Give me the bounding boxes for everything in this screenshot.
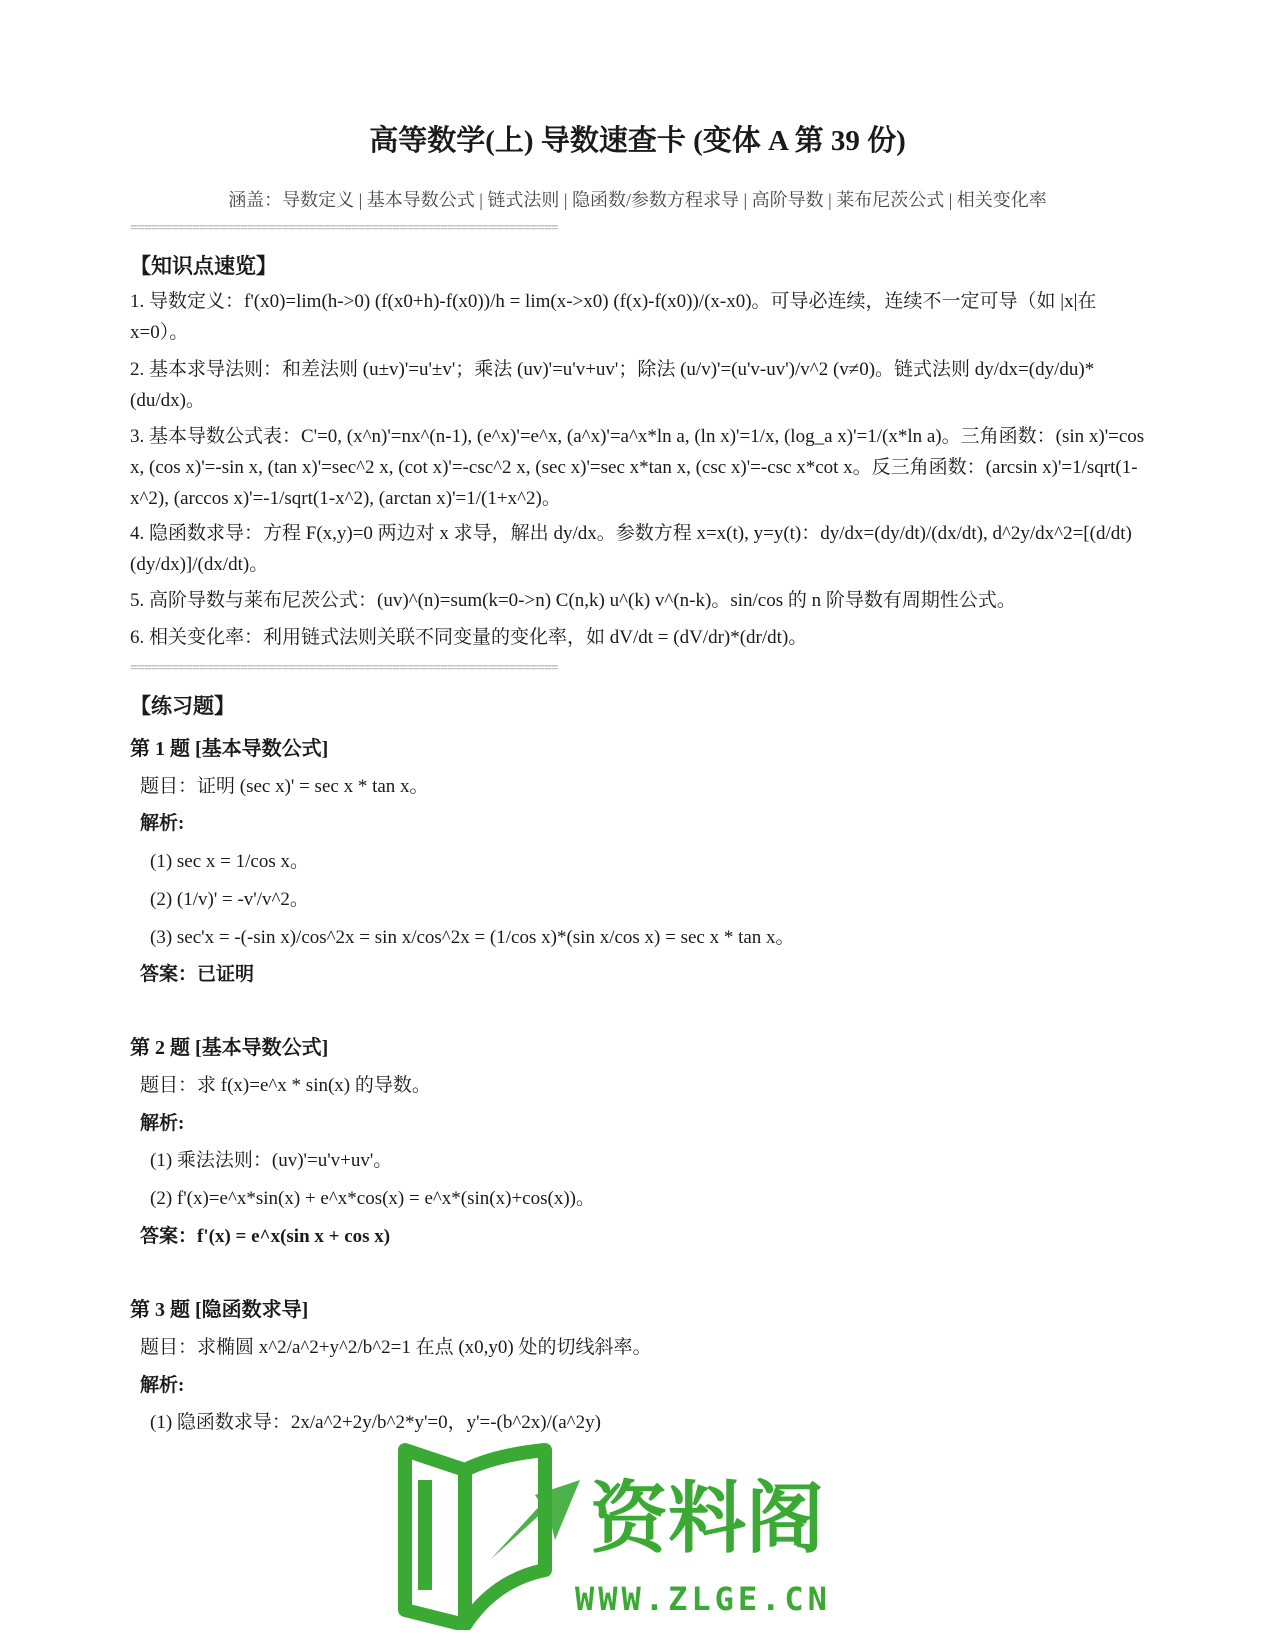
answer-label: 答案：: [140, 964, 198, 985]
question-3-problem: 题目：求椭圆 x^2/a^2+y^2/b^2=1 在点 (x0,y0) 处的切线斜率。: [140, 1337, 652, 1358]
book-icon: [405, 1450, 545, 1625]
question-2-answer: [140, 1221, 390, 1248]
question-1-answer: [140, 959, 254, 986]
document-title: 高等数学(上) 导数速查卡 (变体 A 第 39 份): [369, 125, 906, 157]
divider-rule: ==============================================================: [130, 661, 558, 676]
watermark-url: WWW.ZLGE.CN: [575, 1580, 831, 1618]
practice-heading: 【练习题】: [130, 694, 235, 718]
knowledge-item: 4. 隐函数求导：方程 F(x,y)=0 两边对 x 求导，解出 dy/dx。参数方程 x=x(t), y=y(t)：dy/dx=(dy/dt)/(dx/dt), d^2y/dx^2=[(d/dt)(dy/dx)]/(dx/dt)。: [130, 523, 1132, 575]
answer-value: f'(x) = e^x(sin x + cos x): [197, 1226, 391, 1247]
question-3-title: 第 3 题 [隐函数求导]: [130, 1299, 309, 1321]
question-1-step: (2) (1/v)' = -v'/v^2。: [150, 889, 309, 910]
watermark-brand: 资料阁: [590, 1474, 825, 1564]
divider-rule: ==============================================================: [130, 221, 558, 236]
answer-value: 已证明: [197, 964, 255, 985]
knowledge-heading: 【知识点速览】: [130, 254, 277, 278]
question-1-step: (1) sec x = 1/cos x。: [150, 851, 309, 872]
question-2-step: (1) 乘法法则：(uv)'=u'v+uv'。: [150, 1150, 393, 1171]
question-2-analysis-label: 解析:: [140, 1113, 185, 1134]
question-3-analysis-label: 解析:: [140, 1375, 185, 1396]
knowledge-item: 5. 高阶导数与莱布尼茨公式：(uv)^(n)=sum(k=0->n) C(n,k) u^(k) v^(n-k)。sin/cos 的 n 阶导数有周期性公式。: [130, 590, 1016, 611]
knowledge-item: 3. 基本导数公式表：C'=0, (x^n)'=nx^(n-1), (e^x)'=e^x, (a^x)'=a^x*ln a, (ln x)'=1/x, (log_a x)'=1/(x*ln a)。三角函数：(sin x)'=cos x, (cos x)'=-sin x, (tan x)'=sec^2 x, (cot x)'=-csc^2 x, (sec x)'=sec x*tan x, (csc x)'=-csc x*cot x。反三角函数：(arcsin x)'=1/sqrt(1-x^2), (arccos x)'=-1/sqrt(1-x^2), (arctan x)'=1/(1+x^2)。: [130, 426, 1145, 509]
question-2-step: (2) f'(x)=e^x*sin(x) + e^x*cos(x) = e^x*(sin(x)+cos(x))。: [150, 1188, 595, 1209]
knowledge-item: 6. 相关变化率：利用链式法则关联不同变量的变化率，如 dV/dt = (dV/dr)*(dr/dt)。: [130, 627, 808, 648]
question-1-step: (3) sec'x = -(-sin x)/cos^2x = sin x/cos^2x = (1/cos x)*(sin x/cos x) = sec x * tan x。: [150, 927, 795, 948]
question-1-title: 第 1 题 [基本导数公式]: [130, 738, 329, 760]
question-2-problem: 题目：求 f(x)=e^x * sin(x) 的导数。: [140, 1075, 431, 1096]
question-1-problem: 题目：证明 (sec x)' = sec x * tan x。: [140, 776, 429, 797]
knowledge-item: 1. 导数定义：f'(x0)=lim(h->0) (f(x0+h)-f(x0))/h = lim(x->x0) (f(x)-f(x0))/(x-x0)。可导必连续，连续不一定可导（如 |x|在 x=0）。: [130, 291, 1097, 343]
question-1-analysis-label: 解析:: [140, 813, 185, 834]
document-subtitle: 涵盖：导数定义 | 基本导数公式 | 链式法则 | 隐函数/参数方程求导 | 高阶导数 | 莱布尼茨公式 | 相关变化率: [228, 190, 1047, 210]
question-3-step: (1) 隐函数求导：2x/a^2+2y/b^2*y'=0，y'=-(b^2x)/(a^2y): [150, 1412, 601, 1433]
answer-label: 答案：: [140, 1226, 198, 1247]
arrow-icon: [490, 1480, 580, 1560]
knowledge-item: 2. 基本求导法则：和差法则 (u±v)'=u'±v'；乘法 (uv)'=u'v+uv'；除法 (u/v)'=(u'v-uv')/v^2 (v≠0)。链式法则 dy/dx=(dy/du)*(du/dx)。: [130, 359, 1095, 411]
question-2-title: 第 2 题 [基本导数公式]: [130, 1037, 329, 1059]
watermark-logo: [395, 1440, 875, 1630]
